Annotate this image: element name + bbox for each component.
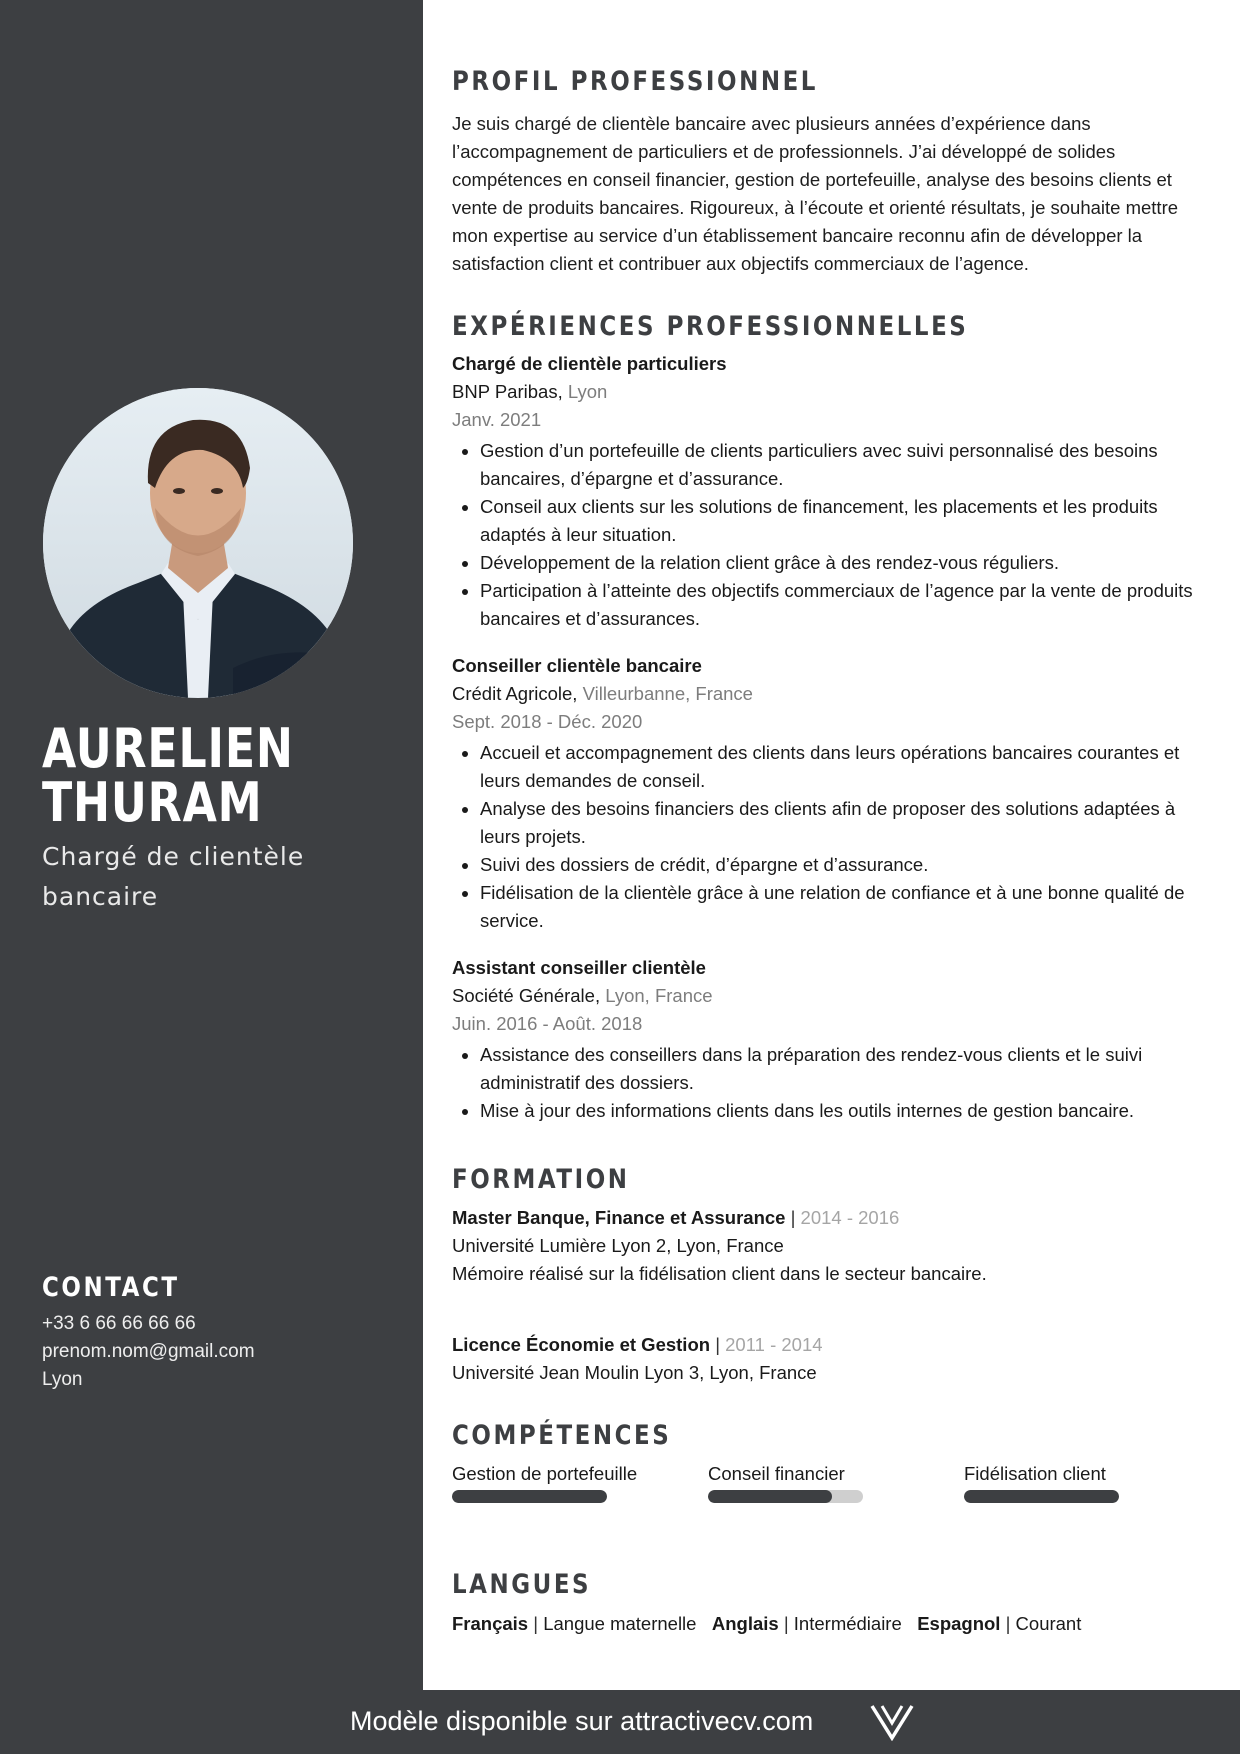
- job-bullet: • Accueil et accompagnement des clients dans leurs opérations bancaires courantes et leurs demandes de conseil.: [480, 739, 1200, 795]
- separator: |: [783, 1613, 789, 1634]
- skill-item: [708, 1460, 863, 1503]
- job-dates: Juin. 2016 - Août. 2018: [452, 1013, 643, 1034]
- separator: |: [790, 1207, 796, 1228]
- contact-email: prenom.nom@gmail.com: [42, 1341, 255, 1362]
- language-level: Courant: [1015, 1613, 1082, 1634]
- job-bullets: [452, 437, 1200, 633]
- skill-bar-fill: [964, 1490, 1119, 1503]
- job-company-line: [452, 982, 713, 1010]
- languages-heading: LANGUES: [452, 1569, 592, 1600]
- job-bullet: • Gestion d’un portefeuille de clients particuliers avec suivi personnalisé des besoins bancaires, d’épargne et d’assurance.: [480, 437, 1200, 493]
- job-dates: Janv. 2021: [452, 409, 542, 430]
- skill-label: Fidélisation client: [964, 1463, 1106, 1484]
- job-location: Villeurbanne, France: [582, 683, 753, 704]
- job-company: Société Générale,: [452, 985, 601, 1006]
- experience-heading: EXPÉRIENCES PROFESSIONNELLES: [452, 311, 969, 342]
- education-school: Université Jean Moulin Lyon 3, Lyon, France: [452, 1362, 817, 1383]
- education-item-header: [452, 1204, 899, 1232]
- language-name: Espagnol: [917, 1613, 1001, 1634]
- education-dates: 2014 - 2016: [800, 1207, 900, 1228]
- job-bullet: • Assistance des conseillers dans la préparation des rendez-vous clients et le suivi administratif des dossiers.: [480, 1041, 1200, 1097]
- separator: |: [533, 1613, 539, 1634]
- job-bullet: • Suivi des dossiers de crédit, d’épargne et d’assurance.: [480, 851, 1200, 879]
- job-location: Lyon: [567, 381, 608, 402]
- job-dates: Sept. 2018 - Déc. 2020: [452, 711, 643, 732]
- job-company: BNP Paribas,: [452, 381, 563, 402]
- name-first: AURELIEN: [42, 717, 294, 780]
- footer-banner[interactable]: [0, 1690, 1240, 1754]
- contact-heading: CONTACT: [42, 1272, 180, 1303]
- candidate-name: [42, 717, 294, 834]
- skill-label: Gestion de portefeuille: [452, 1463, 638, 1484]
- job-bullet: • Analyse des besoins financiers des clients afin de proposer des solutions adaptées à leurs projets.: [480, 795, 1200, 851]
- skill-label: Conseil financier: [708, 1463, 845, 1484]
- profile-photo: [43, 388, 353, 698]
- language-level: Langue maternelle: [543, 1613, 697, 1634]
- education-item-header: [452, 1331, 823, 1359]
- separator: |: [715, 1334, 720, 1355]
- language-name: Français: [452, 1613, 529, 1634]
- skill-item: [452, 1460, 637, 1503]
- skill-bar: [452, 1490, 607, 1503]
- skill-bar-fill: [708, 1490, 832, 1503]
- name-last: THURAM: [42, 771, 263, 834]
- job-bullets: [452, 739, 1200, 935]
- skills-heading: COMPÉTENCES: [452, 1420, 672, 1451]
- job-title: Conseiller clientèle bancaire: [452, 655, 702, 676]
- separator: |: [1005, 1613, 1011, 1634]
- education-note: Mémoire réalisé sur la fidélisation client dans le secteur bancaire.: [452, 1263, 987, 1284]
- job-company-line: [452, 680, 753, 708]
- job-location: Lyon, France: [605, 985, 713, 1006]
- job-bullet: • Participation à l’atteinte des objectifs commerciaux de l’agence par la vente de produits bancaires et d’assurances.: [480, 577, 1200, 633]
- job-title: Chargé de clientèle particuliers: [452, 353, 727, 374]
- contact-list: [42, 1310, 255, 1394]
- job-bullet: • Développement de la relation client grâce à des rendez-vous réguliers.: [480, 549, 1200, 577]
- job-title: Assistant conseiller clientèle: [452, 957, 706, 978]
- candidate-job-title: Chargé de clientèle bancaire: [42, 842, 305, 911]
- footer-text[interactable]: Modèle disponible sur attractivecv.com: [350, 1706, 814, 1736]
- education-degree: Master Banque, Finance et Assurance: [452, 1207, 786, 1228]
- skill-bar: [708, 1490, 863, 1503]
- education-school: Université Lumière Lyon 2, Lyon, France: [452, 1235, 784, 1256]
- job-bullet: • Mise à jour des informations clients dans les outils internes de gestion bancaire.: [480, 1097, 1200, 1125]
- job-company: Crédit Agricole,: [452, 683, 578, 704]
- profile-heading: PROFIL PROFESSIONNEL: [452, 66, 818, 97]
- education-degree: Licence Économie et Gestion: [452, 1334, 711, 1355]
- language-level: Intermédiaire: [793, 1613, 902, 1634]
- education-heading: FORMATION: [452, 1164, 630, 1195]
- language-name: Anglais: [711, 1613, 779, 1634]
- skill-bar: [964, 1490, 1119, 1503]
- job-bullets: [452, 1041, 1200, 1125]
- contact-city: Lyon: [42, 1369, 83, 1390]
- job-company-line: [452, 378, 607, 406]
- skill-bar-fill: [452, 1490, 607, 1503]
- job-bullet: • Fidélisation de la clientèle grâce à une relation de confiance et à une bonne qualité de service.: [480, 879, 1200, 935]
- sidebar: [0, 0, 423, 1690]
- skill-item: [964, 1460, 1119, 1503]
- languages-list: [452, 1610, 1081, 1638]
- education-dates: 2011 - 2014: [725, 1334, 823, 1355]
- contact-phone: +33 6 66 66 66 66: [42, 1313, 196, 1334]
- profile-text: Je suis chargé de clientèle bancaire avec plusieurs années d’expérience dans l’accompagnement de particuliers et de professionnels. J’ai développé de solides compétences en conseil financier, gestion de portefeuille, analyse des besoins clients et vente de produits bancaires. Rigoureux, à l’écoute et orienté résultats, je souhaite mettre mon expertise au service d’un établissement bancaire reconnu afin de développer la satisfaction client et contribuer aux objectifs commerciaux de l’agence.: [452, 113, 1179, 274]
- job-bullet: • Conseil aux clients sur les solutions de financement, les placements et les produits adaptés à leur situation.: [480, 493, 1200, 549]
- attractivecv-logo-icon: [870, 1703, 914, 1746]
